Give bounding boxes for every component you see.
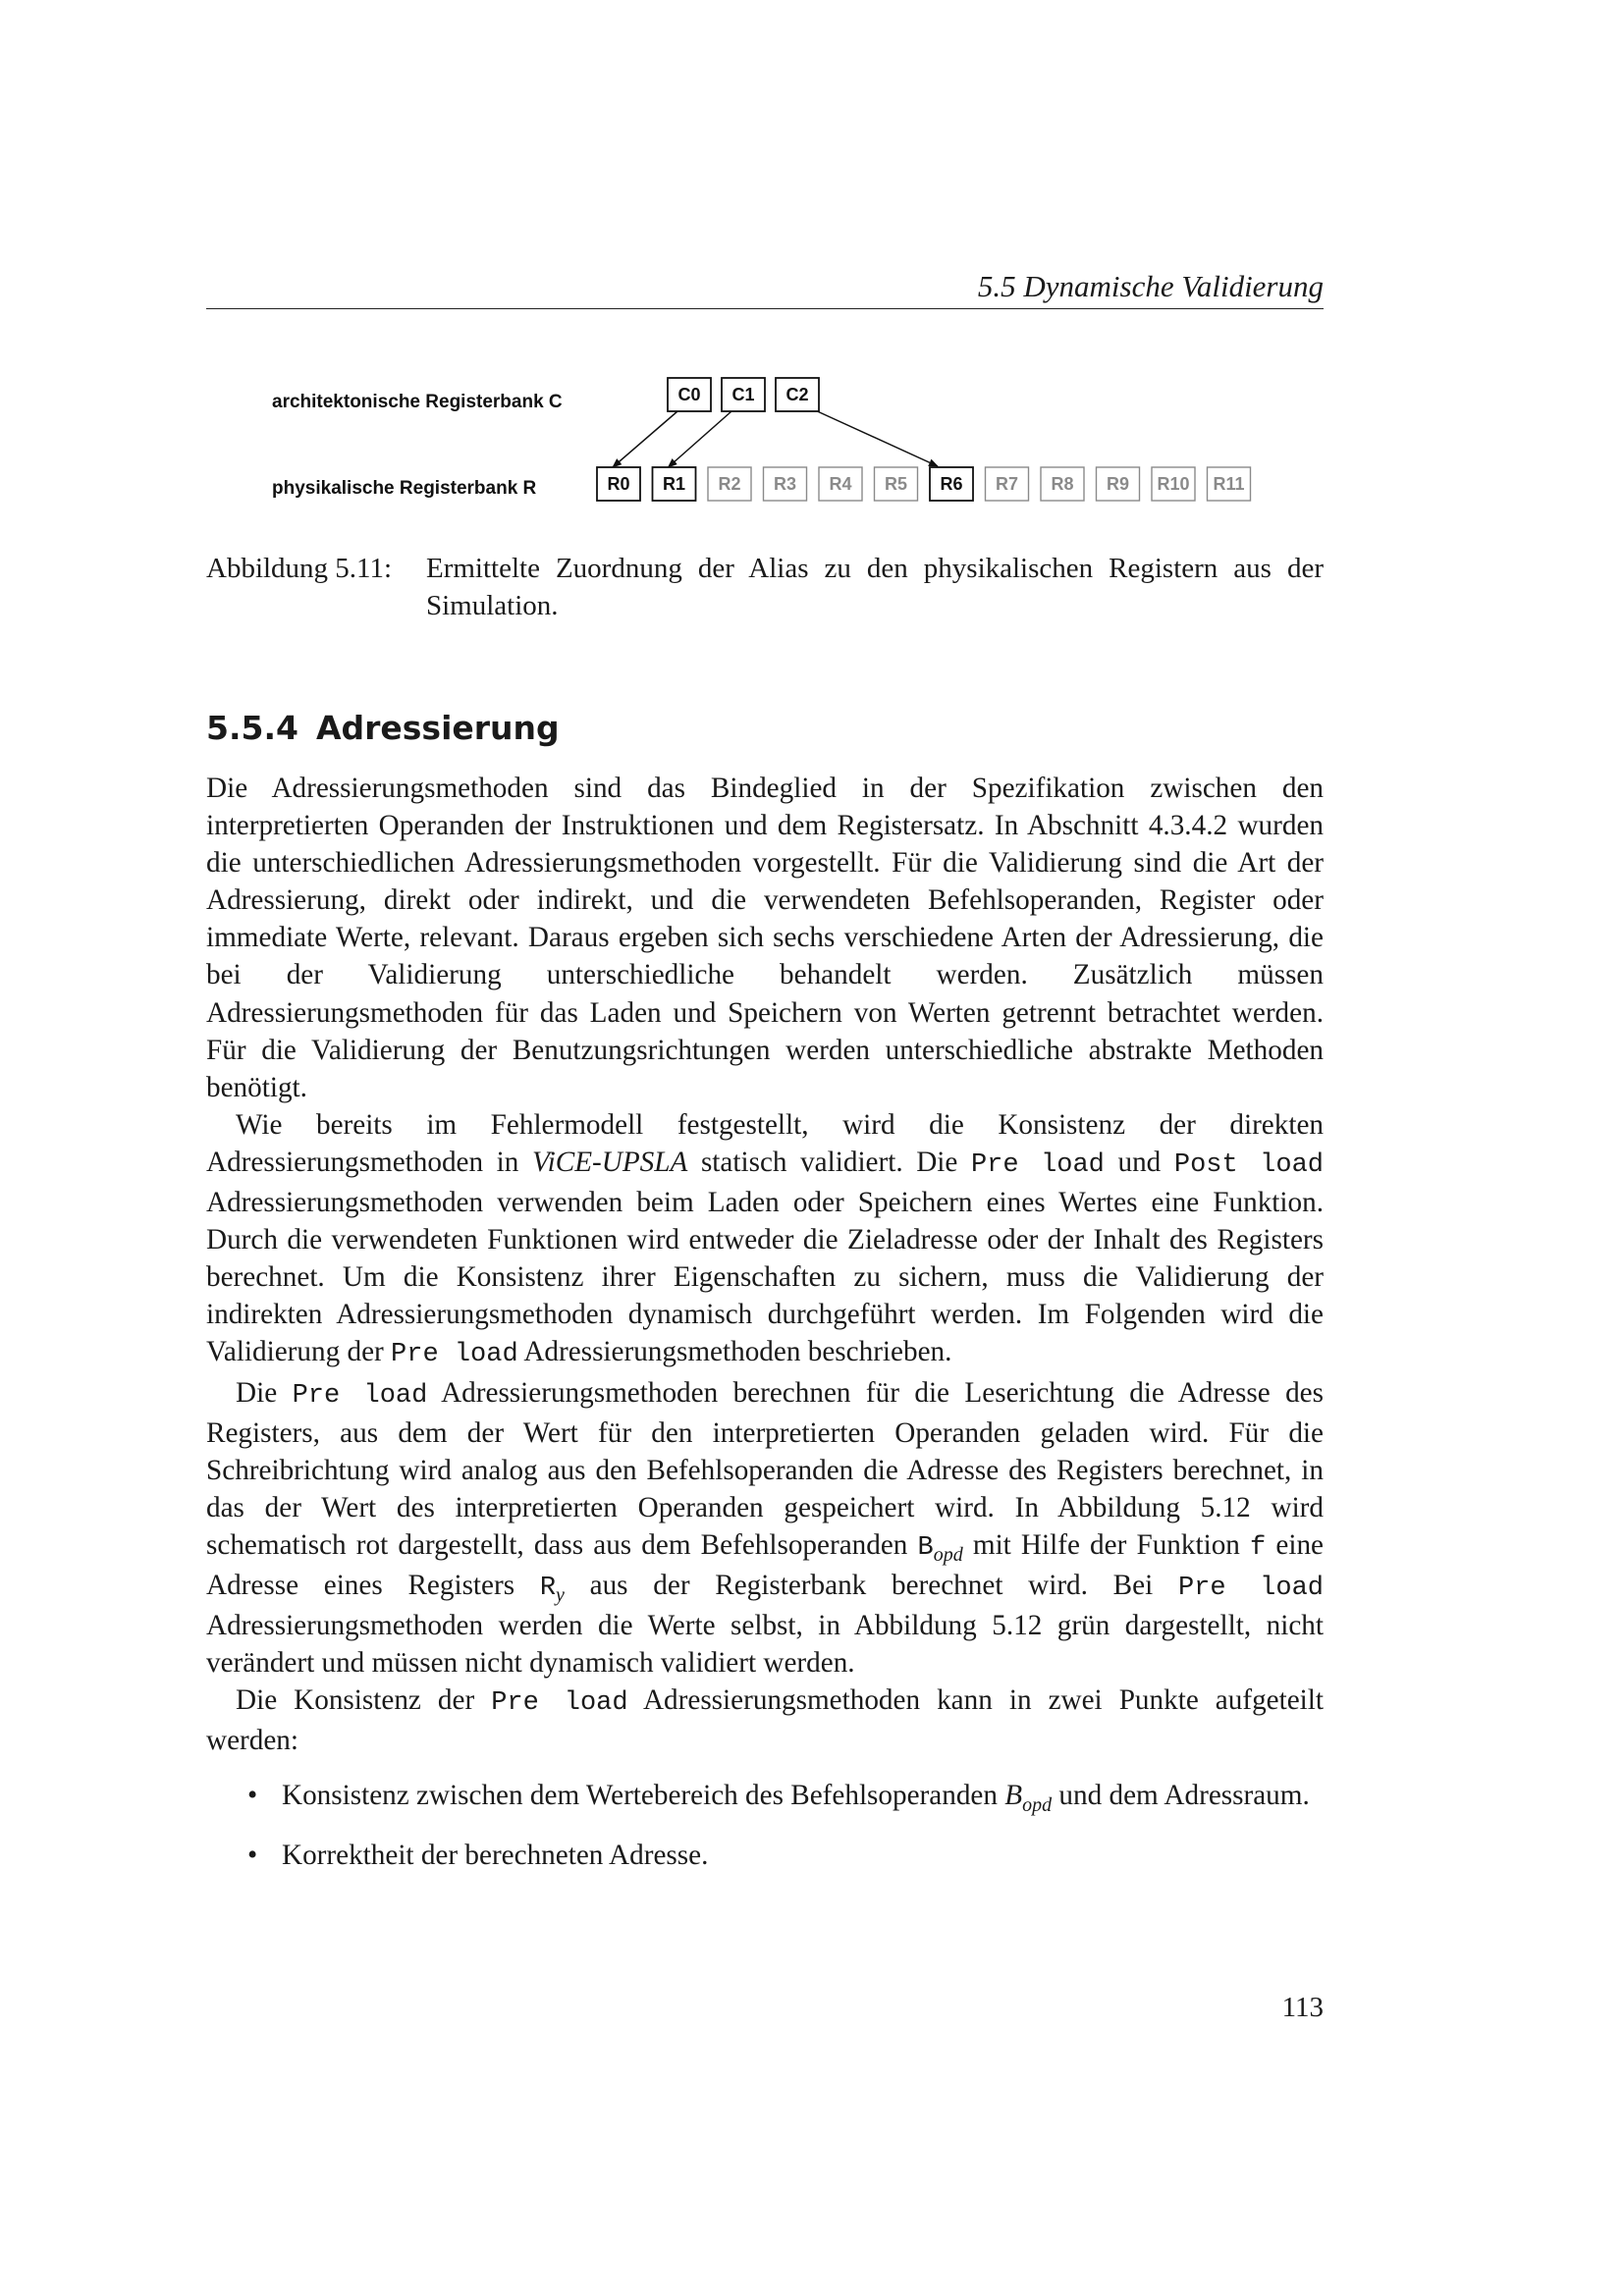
p4-text-a: Die Konsistenz der — [236, 1684, 492, 1717]
arch-register-c2 — [776, 378, 819, 411]
page-number: 113 — [1281, 1992, 1324, 2023]
phys-register-r4 — [819, 467, 862, 501]
phys-register-r2 — [708, 467, 751, 501]
p2-text-d: Adressierungsmethoden verwenden beim Laden oder Speichern eines Wertes eine Funktion. Durch die verwendeten Funktionen wird entweder die Zieladresse oder der Inhalt des Registers berechnet. Um die Konsistenz ihrer Eigenschaften zu sichern, muss die Validierung der indirekten Adressierungsmethoden dynamisch durchgeführt werden. Im Folgenden wird die Validierung der — [206, 1187, 1324, 1368]
arch-register-c0-label: C0 — [677, 385, 701, 404]
paragraph-3 — [206, 1374, 1324, 1682]
phys-register-r7 — [986, 467, 1029, 501]
phys-register-r3-label: R3 — [773, 474, 797, 494]
register-mapping-figure — [206, 363, 1324, 520]
label-phys-registerbank: physikalische Registerbank R — [272, 478, 537, 499]
figure-caption — [206, 550, 1324, 624]
p2-text-b: statisch validiert. Die — [687, 1146, 971, 1178]
register-mapping-diagram — [206, 363, 1324, 520]
mapping-arrow-c0-r0 — [613, 411, 677, 467]
code-pre-load: Pre load — [491, 1688, 628, 1719]
section-number: 5.5.4 — [206, 709, 298, 747]
phys-register-r2-label: R2 — [718, 474, 741, 494]
arch-register-c1 — [722, 378, 765, 411]
p3-text-d: eine Adresse eines Registers — [206, 1528, 1324, 1601]
b1-subscript: opd — [1022, 1794, 1053, 1817]
phys-register-r6-label: R6 — [940, 474, 963, 494]
phys-register-r10-label: R10 — [1157, 474, 1190, 494]
phys-register-r9 — [1097, 467, 1140, 501]
mapping-arrows — [613, 409, 938, 467]
phys-register-r7-label: R7 — [995, 474, 1019, 494]
code-pre-load: Pre load — [970, 1149, 1105, 1180]
phys-register-r1 — [653, 467, 696, 501]
arch-register-c1-label: C1 — [731, 385, 755, 404]
p3-text-f: Adressierungsmethoden werden die Werte selbst, in Abbildung 5.12 grün dargestellt, nicht verändert und müssen nicht dynamisch validiert werden. — [206, 1610, 1324, 1680]
section-heading — [206, 709, 560, 748]
p2-text-a: Wie bereits im Fehlermodell festgestellt, wird die Konsistenz der direkten Adressierungsmethoden in — [206, 1108, 1324, 1178]
phys-register-r8-label: R8 — [1051, 474, 1074, 494]
p4-text-b: Adressierungsmethoden kann in zwei Punkte aufgeteilt werden: — [206, 1684, 1325, 1757]
body-text — [206, 770, 1324, 1896]
paragraph-1: Die Adressierungsmethoden sind das Bindeglied in der Spezifikation zwischen den interpretierten Operanden der Instruktionen und dem Registersatz. In Abschnitt 4.3.4.2 wurden die unterschiedlichen Adressierungsmethoden vorgestellt. Für die Validierung sind die Art der Adressierung, direkt oder indirekt, und die verwendeten Befehlsoperanden, Register oder immediate Werte, relevant. Daraus ergeben sich sechs verschiedene Arten der Adressierung, die bei der Validierung unterschiedliche behandelt werden. Zusätzlich müssen Adressierungsmethoden für das Laden und Speichern von Werten getrennt betrachtet werden. Für die Validierung der Benutzungsrichtungen werden unterschiedliche abstrakte Methoden benötigt. — [206, 773, 1324, 1103]
header-rule — [206, 308, 1324, 309]
label-arch-registerbank: architektonische Registerbank C — [272, 392, 563, 412]
bullet-marker: • — [247, 1780, 258, 1812]
phys-register-r4-label: R4 — [829, 474, 852, 494]
phys-register-r0-label: R0 — [607, 474, 630, 494]
code-bopd: B — [917, 1532, 934, 1563]
mapping-arrow-c1-r1 — [669, 411, 732, 467]
p2-text-c: und — [1104, 1146, 1174, 1178]
p2-text-e: Adressierungsmethoden beschrieben. — [517, 1336, 952, 1368]
tool-name: ViCE-UPSLA — [531, 1146, 688, 1178]
b1-text-a: Konsistenz zwischen dem Wertebereich des Befehlsoperanden — [282, 1780, 1005, 1812]
phys-register-r11-label: R11 — [1213, 474, 1245, 494]
bullet-list — [206, 1777, 1324, 1873]
running-head: 5.5 Dynamische Validierung — [977, 269, 1324, 303]
code-ry: R — [539, 1573, 557, 1603]
arch-register-row — [668, 378, 819, 411]
paragraph-2 — [206, 1106, 1324, 1374]
p3-text-e: aus der Registerbank berechnet wird. Bei — [564, 1569, 1178, 1601]
caption-text: Ermittelte Zuordnung der Alias zu den physikalischen Registern aus der Simulation. — [426, 553, 1324, 621]
section-title-text: Adressierung — [315, 709, 560, 747]
phys-register-row — [597, 467, 1251, 501]
phys-register-r6 — [930, 467, 973, 501]
phys-register-r1-label: R1 — [662, 474, 686, 494]
phys-register-r8 — [1041, 467, 1084, 501]
subscript-y: y — [556, 1583, 565, 1606]
code-pre-load: Pre load — [391, 1340, 518, 1370]
p3-text-c: mit Hilfe der Funktion — [962, 1528, 1251, 1561]
phys-register-r3 — [764, 467, 807, 501]
subscript-opd: opd — [933, 1543, 963, 1566]
bullet-item-2 — [206, 1837, 1324, 1874]
phys-register-r5-label: R5 — [884, 474, 908, 494]
phys-register-r10 — [1152, 467, 1195, 501]
p3-text-a: Die — [236, 1376, 293, 1409]
phys-register-r5 — [875, 467, 918, 501]
bullet-item-1 — [206, 1777, 1324, 1817]
mapping-arrow-c2-r6 — [813, 409, 938, 466]
code-f: f — [1250, 1532, 1267, 1563]
code-pre-load: Pre load — [1177, 1573, 1324, 1603]
bullet-marker: • — [247, 1839, 258, 1871]
paragraph-4 — [206, 1682, 1324, 1759]
b1-var: B — [1004, 1780, 1023, 1812]
code-pre-load: Pre load — [292, 1380, 428, 1411]
b2-text: Korrektheit der berechneten Adresse. — [282, 1839, 709, 1871]
phys-register-r0 — [597, 467, 640, 501]
p3-text-b: Adressierungsmethoden berechnen für die Leserichtung die Adresse des Registers, aus dem der Wert für den interpretierten Operanden geladen wird. Für die Schreibrichtung wird analog aus den Befehlsoperanden die Adresse des Registers berechnet, in das der Wert des interpretierten Operanden gespeichert wird. In Abbildung 5.12 wird schematisch rot dargestellt, dass aus dem Befehlsoperanden — [206, 1376, 1324, 1561]
arch-register-c0 — [668, 378, 711, 411]
phys-register-r11 — [1208, 467, 1251, 501]
caption-label: Abbildung 5.11: — [206, 553, 393, 584]
code-post-load: Post load — [1173, 1149, 1324, 1180]
b1-text-b: und dem Adressraum. — [1052, 1780, 1310, 1812]
arch-register-c2-label: C2 — [785, 385, 809, 404]
phys-register-r9-label: R9 — [1106, 474, 1130, 494]
